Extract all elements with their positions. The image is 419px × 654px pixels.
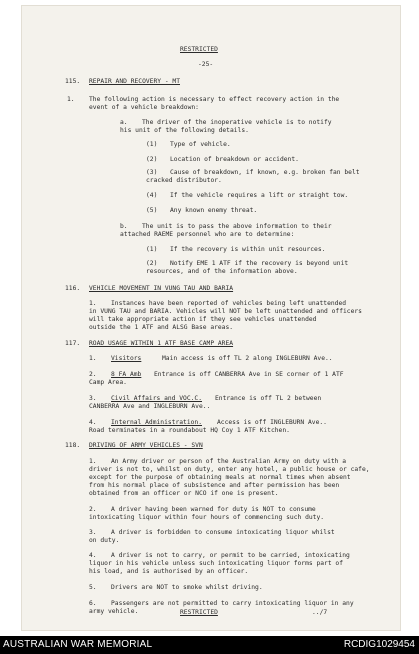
list-item-number: (1) [146,246,158,253]
paragraph-line: in VUNG TAU and BARIA. Vehicles will NOT be left unattended and officers [89,308,362,315]
list-item-text: resources, and of the information above. [146,268,298,275]
list-item-text: Any known enemy threat. [170,207,258,214]
list-item-text: Type of vehicle. [170,141,231,148]
paragraph-line: intoxicating liquor within four hours of commencing such duty. [89,514,325,521]
section-number: 115. [65,78,81,85]
paragraph-line: on duty. [89,537,120,544]
list-item-number: (4) [146,192,158,199]
list-item-number: (2) [146,260,158,267]
list-item-heading: Internal Administration. [111,419,202,426]
list-item-heading: Visitors [111,355,142,362]
paragraph-line: from his normal place of subsistence and after permission has been [89,482,340,489]
list-item-number: (3) [146,169,158,176]
paragraph-number: 2. [89,506,97,513]
paragraph-line: outside the 1 ATF and ALSG Base areas. [89,324,234,331]
paragraph-line: Drivers are NOT to smoke whilst driving. [111,584,263,591]
paragraph-line: army vehicle. [89,608,139,615]
paragraph-line: Passengers are not permitted to carry intoxicating liquor in any [111,600,354,607]
list-item-text: If the vehicle requires a lift or straight tow. [170,192,349,199]
paragraph-line: except for the purpose of obtaining meals at normal times when absent [89,474,351,481]
list-item-number: 4. [89,419,97,426]
paragraph-number: 3. [89,529,97,536]
subparagraph-line: The driver of the inoperative vehicle is to notify [142,119,332,126]
subparagraph-label: b. [120,223,128,230]
classification-header: RESTRICTED [180,46,218,53]
section-title: VEHICLE MOVEMENT IN VUNG TAU AND BARIA [89,285,234,292]
list-item-text: cracked distributor. [146,177,222,184]
list-item-text: Entrance is off TL 2 between [215,395,322,402]
paragraph-number: 1. [67,96,75,103]
list-item-text: Camp Area. [89,379,127,386]
subparagraph-line: attached RAEME personnel who are to determine: [120,231,295,238]
paragraph-number: 1. [89,458,97,465]
list-item-text: Road terminates in a roundabout HQ Coy 1 ATF Kitchen. [89,427,290,434]
paragraph-line: driver is not to, whilst on duty, enter any hotel, a public house or cafe, [89,466,370,473]
archive-record-id: RCDIG1029454 [343,639,415,650]
subparagraph-label: a. [120,119,128,126]
archive-bar [0,636,419,654]
page-number: -25- [198,61,214,68]
section-number: 116. [65,285,81,292]
paragraph-line: A driver is not to carry, or permit to be carried, intoxicating [111,552,350,559]
paragraph-line: A driver having been warned for duty is NOT to consume [111,506,316,513]
list-item-text: CANBERRA Ave and INGLEBURN Ave.. [89,403,211,410]
section-title: DRIVING OF ARMY VEHICLES - SVN [89,442,203,449]
continuation-mark: ../7 [312,609,328,616]
paragraph-number: 5. [89,584,97,591]
paragraph-line: obtained from an officer or NCO if one is present. [89,490,279,497]
subparagraph-line: his unit of the following details. [120,127,249,134]
section-number: 117. [65,340,81,347]
list-item-heading: 8 FA Amb [111,371,142,378]
paragraph-line: An Army driver or person of the Australian Army on duty with a [111,458,347,465]
list-item-text: If the recovery is within unit resources. [170,246,326,253]
list-item-heading: Civil Affairs and VOC.C. [111,395,202,402]
paragraph-line: The following action is necessary to effect recovery action in the [89,96,340,103]
paragraph-line: will take appropriate action if they see vehicles unattended [89,316,317,323]
paragraph-line: Instances have been reported of vehicles being left unattended [111,300,347,307]
list-item-text: Location of breakdown or accident. [170,156,299,163]
list-item-number: 2. [89,371,97,378]
paragraph-number: 1. [89,300,97,307]
list-item-number: (1) [146,141,158,148]
paragraph-line: A driver is forbidden to consume intoxicating liquor whilst [111,529,335,536]
list-item-text: Main access is off TL 2 along INGLEBURN Ave.. [162,355,333,362]
list-item-text: Cause of breakdown, if known, e.g. broken fan belt [170,169,360,176]
list-item-number: (2) [146,156,158,163]
archive-name: AUSTRALIAN WAR MEMORIAL [3,639,153,650]
list-item-text: Entrance is off CANBERRA Ave in SE corner of 1 ATF [154,371,344,378]
list-item-text: Access is off INGLEBURN Ave.. [217,419,327,426]
subparagraph-line: The unit is to pass the above information to their [142,223,332,230]
paragraph-number: 4. [89,552,97,559]
section-number: 118. [65,442,81,449]
paragraph-line: liquor in his vehicle unless such intoxicating liquor forms part of [89,560,344,567]
section-title: ROAD USAGE WITHIN 1 ATF BASE CAMP AREA [89,340,234,347]
classification-footer: RESTRICTED [180,609,218,616]
paragraph-number: 6. [89,600,97,607]
list-item-text: Notify EME 1 ATF if the recovery is beyond unit [170,260,349,267]
document-page [22,6,400,630]
list-item-number: 1. [89,355,97,362]
paragraph-line: event of a vehicle breakdown: [89,104,199,111]
list-item-number: 3. [89,395,97,402]
section-title: REPAIR AND RECOVERY - MT [89,78,180,85]
list-item-number: (5) [146,207,158,214]
paragraph-line: his load, and is authorised by an officer. [89,568,249,575]
